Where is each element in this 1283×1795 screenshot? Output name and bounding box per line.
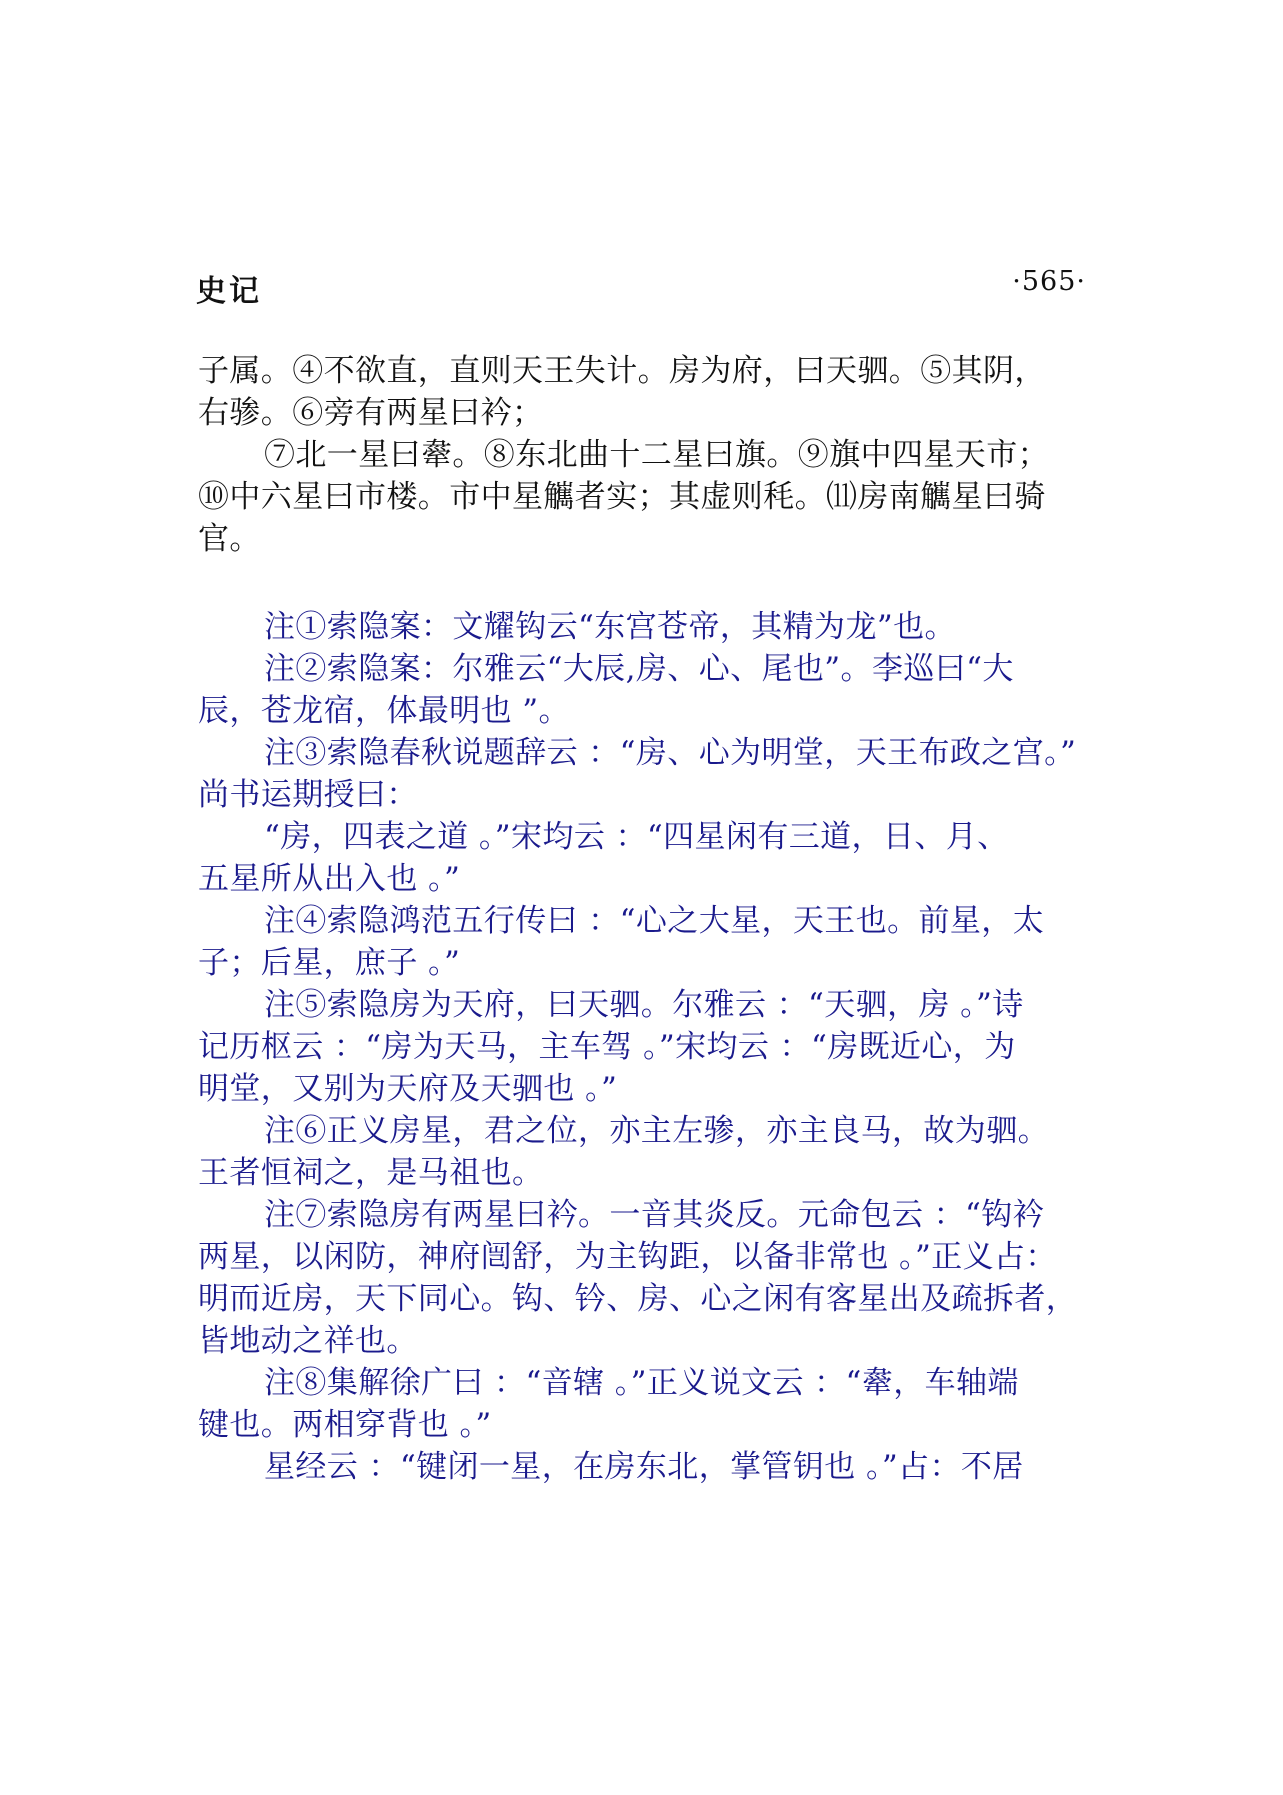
page-header [196, 266, 1086, 310]
note-line: 注⑦索隐房有两星曰衿。一音其炎反。元命包云 ：“钩衿 [264, 1197, 1045, 1233]
note-line: 明而近房，天下同心。钩、钤、房、心之闲有客星出及疏拆者， [198, 1281, 1078, 1317]
main-text-line: ⑩中六星曰市楼。市中星觽者实；其虚则秏。⑾房南觽星曰骑 [198, 479, 1046, 515]
note-line: 皆地动之祥也。 [198, 1323, 418, 1359]
note-line: 键也。两相穿背也 。” [198, 1407, 492, 1443]
note-line: 注①索隐案：文耀钩云“东宫苍帝，其精为龙”也。 [264, 609, 956, 645]
note-line: 注④索隐鸿范五行传曰 ：“心之大星，天王也。前星，太 [264, 903, 1045, 939]
note-line: 星经云 ：“键闭一星，在房东北，掌管钥也 。”占：不居 [264, 1449, 1024, 1485]
note-line: 王者恒祠之，是马祖也。 [198, 1155, 544, 1191]
main-text-line: ⑦北一星曰舝。⑧东北曲十二星曰旗。⑨旗中四星天市； [264, 437, 1049, 473]
note-line: “房，四表之道 。”宋均云 ：“四星闲有三道，日、月、 [264, 819, 1009, 855]
note-line: 注②索隐案：尔雅云“大辰,房、心、尾也”。李巡曰“大 [264, 651, 1014, 687]
note-line: 明堂，又别为天府及天驷也 。” [198, 1071, 618, 1107]
note-line: 记历枢云 ：“房为天马，主车驾 。”宋均云 ：“房既近心，为 [198, 1029, 1016, 1065]
note-line: 子；后星，庶子 。” [198, 945, 461, 981]
note-line: 辰，苍龙宿，体最明也 ”。 [198, 693, 570, 729]
note-line: 注⑤索隐房为天府，曰天驷。尔雅云 ：“天驷，房 。”诗 [264, 987, 1024, 1023]
note-line: 两星，以闲防，神府闿舒，为主钩距，以备非常也 。”正义占： [198, 1239, 1057, 1275]
note-line: 注③索隐春秋说题辞云 ：“房、心为明堂，天王布政之宫。” [264, 735, 1077, 771]
main-text-line: 右骖。⑥旁有两星曰衿； [198, 395, 544, 431]
main-text-line: 官。 [198, 521, 261, 557]
note-line: 尚书运期授曰： [198, 777, 418, 813]
note-line: 注⑧集解徐广曰 ：“音辖 。”正义说文云 ：“舝，车轴端 [264, 1365, 1019, 1401]
book-title: 史记 [196, 274, 262, 309]
note-line: 注⑥正义房星，君之位，亦主左骖，亦主良马，故为驷。 [264, 1113, 1049, 1149]
page-number: ·565· [1012, 266, 1086, 297]
note-line: 五星所从出入也 。” [198, 861, 461, 897]
main-text-line: 子属。④不欲直，直则天王失计。房为府，曰天驷。⑤其阴， [198, 353, 1046, 389]
